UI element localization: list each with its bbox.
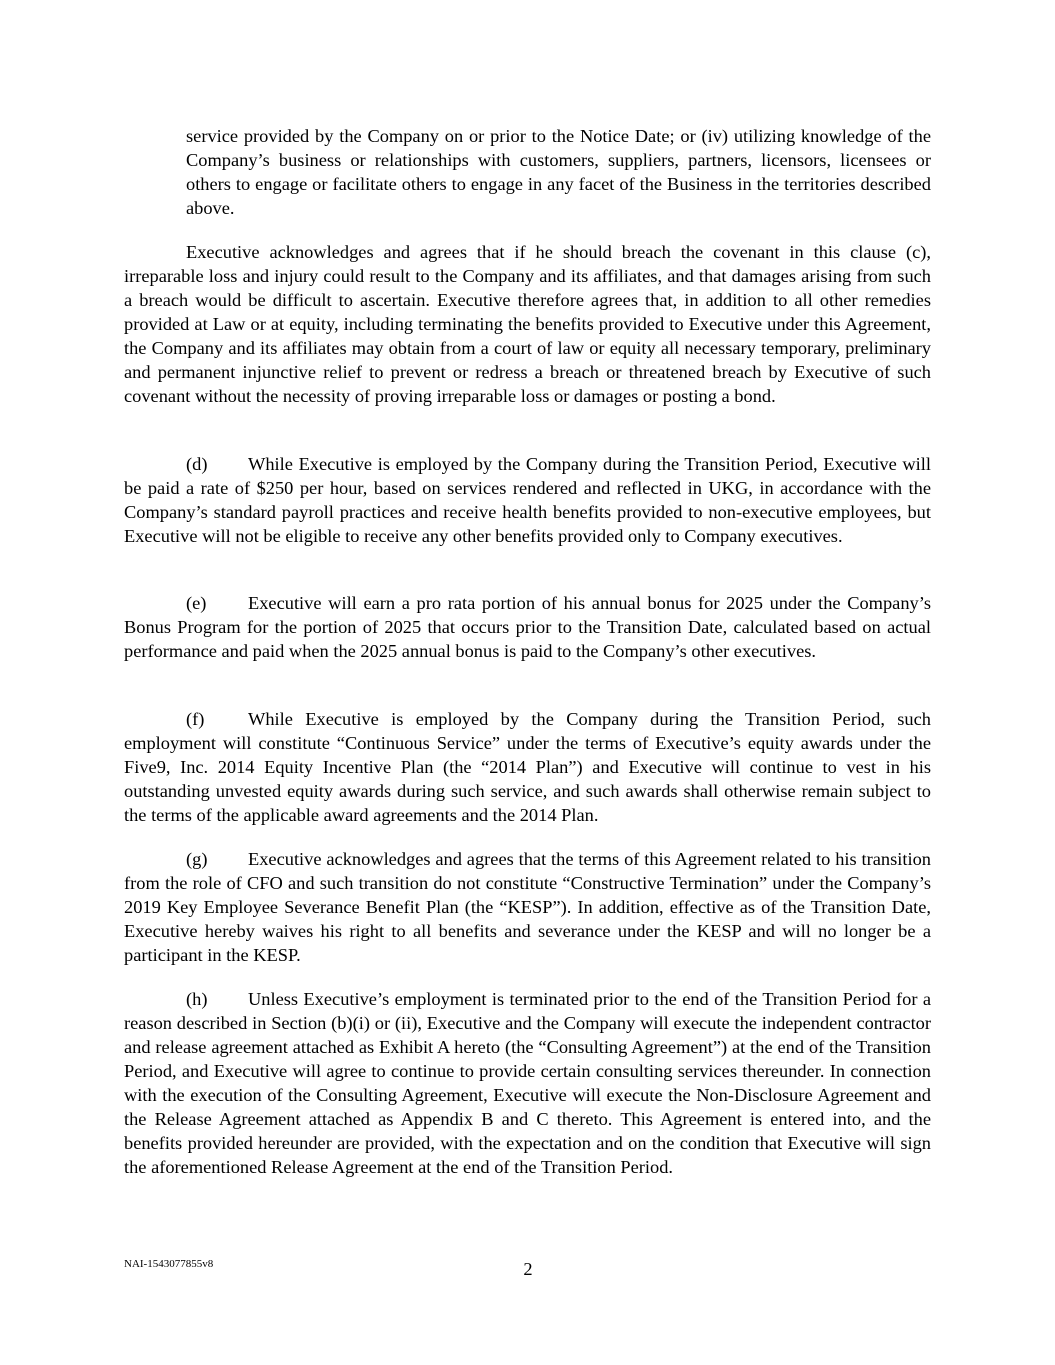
section-d <box>124 452 931 548</box>
section-label: (g) <box>186 849 208 869</box>
section-h <box>124 987 931 1179</box>
page-number: 2 <box>523 1259 533 1279</box>
section-text: Executive will earn a pro rata portion of his annual bonus for 2025 under the Company’s Bonus Program for the portion of 2025 that occurs prior to the Transition Date, calculated based on actual performance and paid when the 2025 annual bonus is paid to the Company’s other executives. <box>124 593 931 661</box>
section-g <box>124 847 931 967</box>
footer-document-id: NAI-1543077855v8 <box>124 1258 214 1270</box>
section-text: While Executive is employed by the Company during the Transition Period, Executive will be paid a rate of $250 per hour, based on services rendered and reflected in UKG, in accordance with the Company’s standard payroll practices and receive health benefits provided to non-executive employees, but Executive will not be eligible to receive any other benefits provided only to Company executives. <box>124 454 931 546</box>
section-label: (d) <box>186 454 208 474</box>
section-text: Executive acknowledges and agrees that the terms of this Agreement related to his transition from the role of CFO and such transition do not constitute “Constructive Termination” under the Company’s 2019 Key Employee Severance Benefit Plan (the “KESP”). In addition, effective as of the Transition Date, Executive hereby waives his right to all benefits and severance under the KESP and will no longer be a participant in the KESP. <box>124 849 931 965</box>
paragraph-continuation: service provided by the Company on or prior to the Notice Date; or (iv) utilizing knowledge of the Company’s business or relationships with customers, suppliers, partners, licensors, licensees or others to engage or facilitate others to engage in any facet of the Business in the territories described above. <box>186 126 931 218</box>
section-text: While Executive is employed by the Company during the Transition Period, such employment will constitute “Continuous Service” under the terms of Executive’s equity awards under the Five9, Inc. 2014 Equity Incentive Plan (the “2014 Plan”) and Executive will continue to vest in his outstanding unvested equity awards during such service, and such awards shall otherwise remain subject to the terms of the applicable award agreements and the 2014 Plan. <box>124 709 931 825</box>
paragraph-acknowledgment: Executive acknowledges and agrees that if he should breach the covenant in this clause (c), irreparable loss and injury could result to the Company and its affiliates, and that damages arising from such a breach would be difficult to ascertain. Executive therefore agrees that, in addition to all other remedies provided at Law or at equity, including terminating the benefits provided to Executive under this Agreement, the Company and its affiliates may obtain from a court of law or equity all necessary temporary, preliminary and permanent injunctive relief to prevent or redress a breach or threatened breach by Executive of such covenant without the necessity of proving irreparable loss or damages or posting a bond. <box>124 242 931 406</box>
section-e <box>124 591 931 663</box>
section-f <box>124 707 931 827</box>
section-label: (f) <box>186 709 205 729</box>
section-label: (e) <box>186 593 207 613</box>
section-text: Unless Executive’s employment is terminated prior to the end of the Transition Period for a reason described in Section (b)(i) or (ii), Executive and the Company will execute the independent contractor and release agreement attached as Exhibit A hereto (the “Consulting Agreement”) at the end of the Transition Period, and Executive will agree to continue to provide certain consulting services thereunder. In connection with the execution of the Consulting Agreement, Executive will execute the Non-Disclosure Agreement and the Release Agreement attached as Appendix B and C thereto. This Agreement is entered into, and the benefits provided hereunder are provided, with the expectation and on the condition that Executive will sign the aforementioned Release Agreement at the end of the Transition Period. <box>124 989 931 1177</box>
section-label: (h) <box>186 989 208 1009</box>
